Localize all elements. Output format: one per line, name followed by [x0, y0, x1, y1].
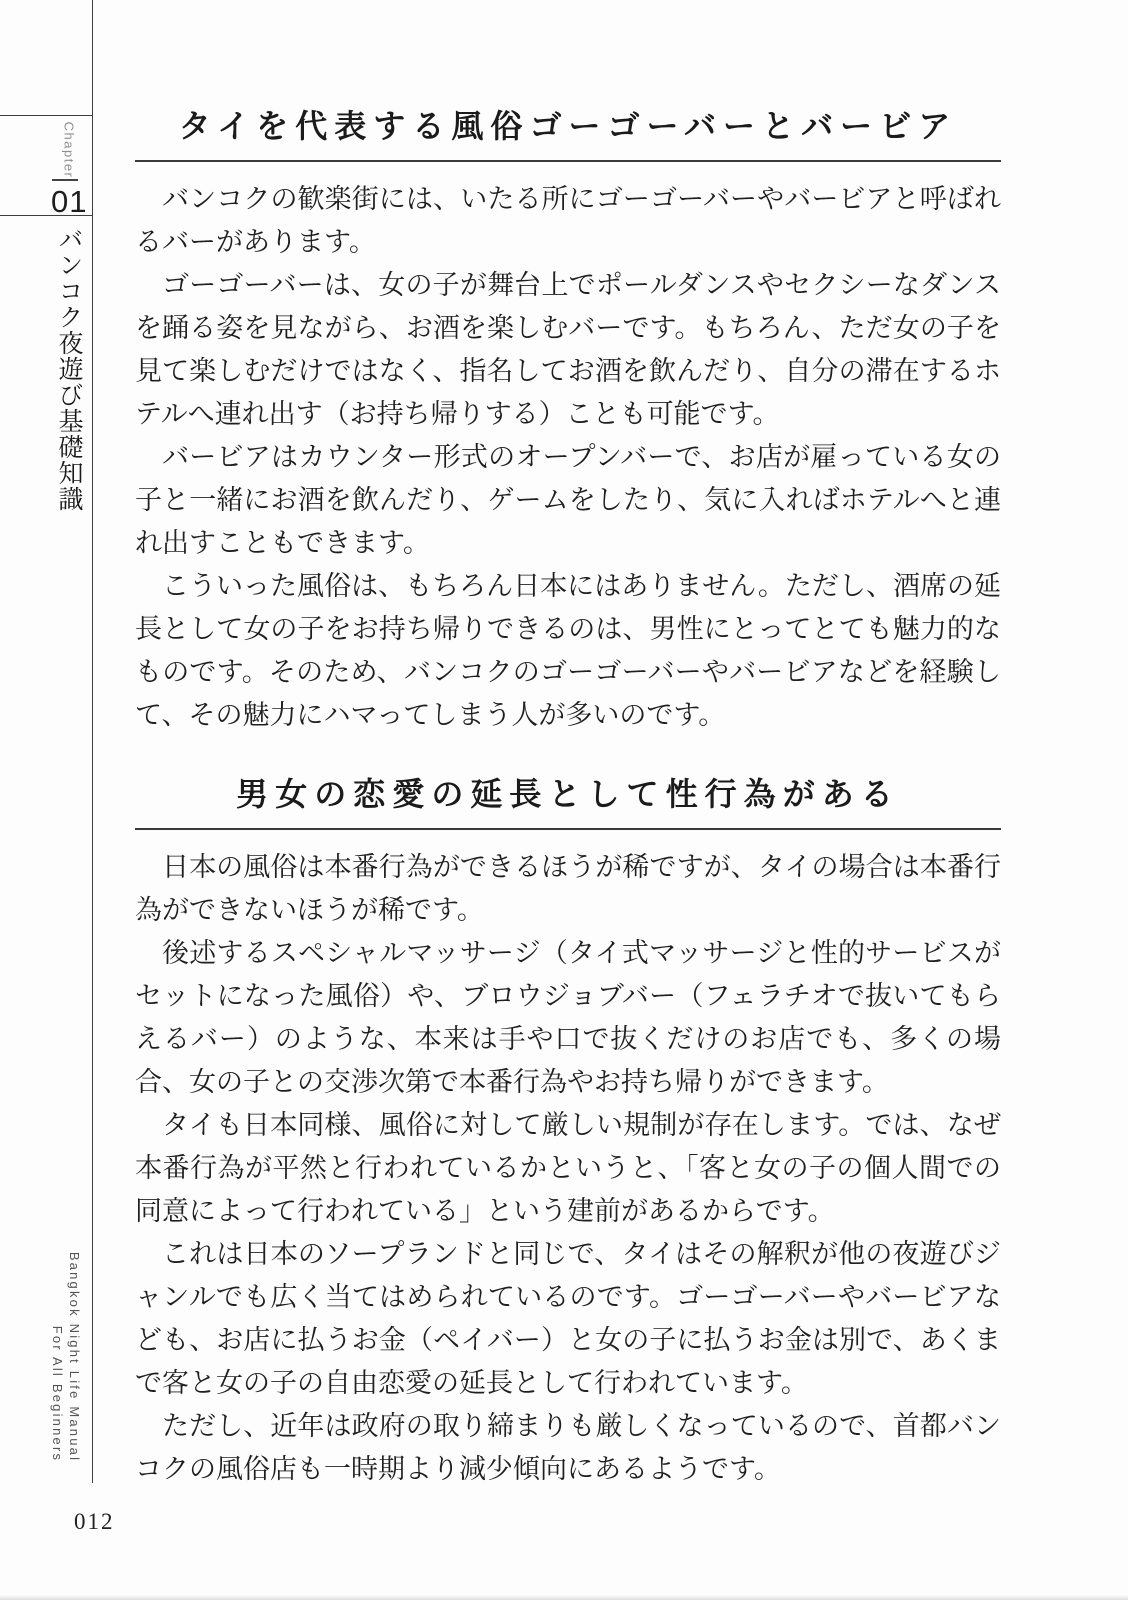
section-1-heading: タイを代表する風俗ゴーゴーバーとバービア — [135, 103, 1001, 162]
section-2-paragraph-3: タイも日本同様、風俗に対して厳しい規制が存在します。では、なぜ本番行為が平然と行われているかというと、「客と女の子の個人間での同意によって行われている」という建前があるからです。 — [135, 1110, 1001, 1226]
chapter-dash-rule — [52, 179, 78, 181]
main-content — [135, 103, 1001, 1491]
series-title-rotated — [49, 1252, 83, 1462]
series-title-line2: For All Beginners — [50, 1325, 65, 1463]
section-2-paragraph-5: ただし、近年は政府の取り締まりも厳しくなっているので、首都バンコクの風俗店も一時期より減少傾向にあるようです。 — [135, 1411, 1001, 1484]
section-1-paragraph-1: バンコクの歓楽街には、いたる所にゴーゴーバーやバービアと呼ばれるバーがあります。 — [135, 184, 1001, 257]
series-title-line1: Bangkok Night Life Manual — [67, 1251, 82, 1463]
section-1-paragraph-3: バービアはカウンター形式のオープンバーで、お店が雇っている女の子と一緒にお酒を飲んだり、ゲームをしたり、気に入ればホテルへと連れ出すこともできます。 — [135, 442, 1001, 558]
section-2-heading: 男女の恋愛の延長として性行為がある — [135, 771, 1001, 830]
sidebar-vertical-rule — [92, 0, 93, 1483]
chapter-title-vertical: バンコク夜遊び基礎知識 — [55, 226, 83, 512]
section-1-paragraph-2: ゴーゴーバーは、女の子が舞台上でポールダンスやセクシーなダンスを踊る姿を見ながら、お酒を楽しむバーです。もちろん、ただ女の子を見て楽しむだけではなく、指名してお酒を飲んだり、自分の滞在するホテルへ連れ出す（お持ち帰りする）ことも可能です。 — [135, 270, 1001, 429]
chapter-number: 01 — [51, 184, 88, 219]
chapter-box-top-rule — [0, 115, 93, 116]
chapter-label: Chapter — [61, 121, 77, 179]
section-2-paragraph-2: 後述するスペシャルマッサージ（タイ式マッサージと性的サービスがセットになった風俗）や、ブロウジョブバー（フェラチオで抜いてもらえるバー）のような、本来は手や口で抜くだけのお店でも、多くの場合、女の子との交渉次第で本番行為やお持ち帰りができます。 — [135, 938, 1001, 1097]
section-1-paragraph-4: こういった風俗は、もちろん日本にはありません。ただし、酒席の延長として女の子をお持ち帰りできるのは、男性にとってとても魅力的なものです。そのため、バンコクのゴーゴーバーやバービアなどを経験して、その魅力にハマってしまう人が多いのです。 — [135, 571, 1001, 730]
page-bottom-shadow — [0, 1595, 1128, 1600]
section-2-paragraph-4: これは日本のソープランドと同じで、タイはその解釈が他の夜遊びジャンルでも広く当てはめられているのです。ゴーゴーバーやバービアなども、お店に払うお金（ペイバー）と女の子に払うお金は別で、あくまで客と女の子の自由恋愛の延長として行われています。 — [135, 1239, 1001, 1398]
page-number: 012 — [74, 1509, 115, 1534]
section-2-paragraph-1: 日本の風俗は本番行為ができるほうが稀ですが、タイの場合は本番行為ができないほうが稀です。 — [135, 852, 1001, 925]
